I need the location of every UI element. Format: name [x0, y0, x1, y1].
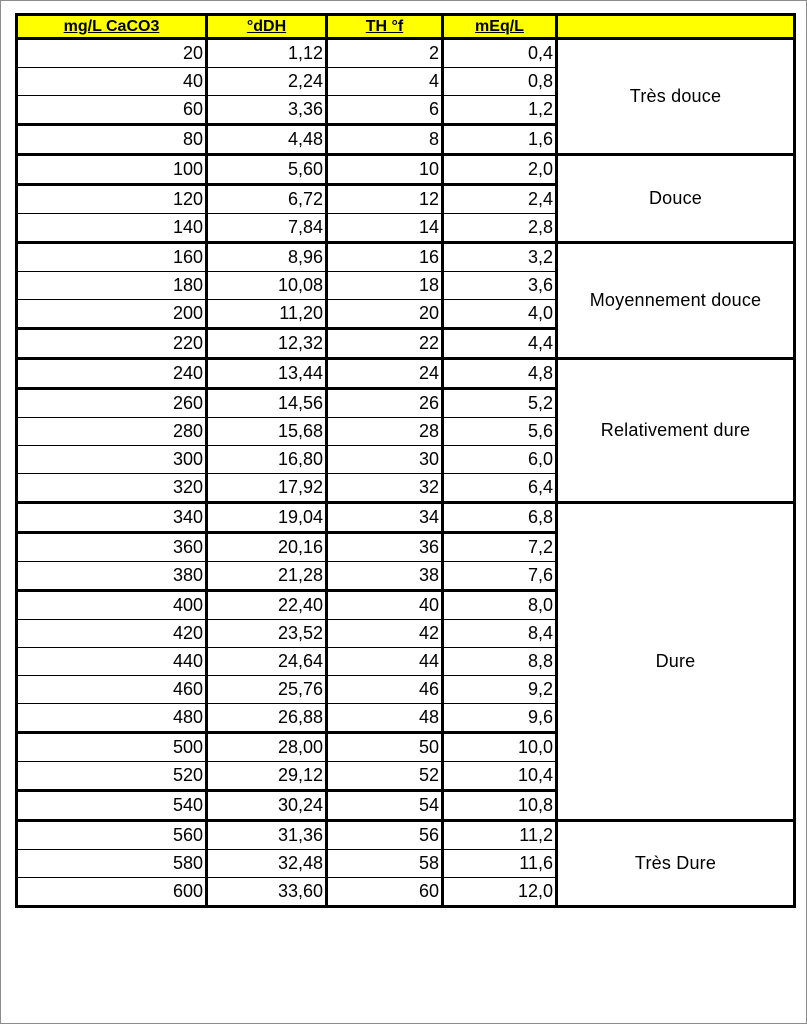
cell-th-f: 8	[327, 125, 443, 155]
cell-meq: 8,4	[443, 620, 557, 648]
cell-meq: 3,6	[443, 272, 557, 300]
cell-mg-caco3: 80	[17, 125, 207, 155]
cell-meq: 7,2	[443, 533, 557, 562]
cell-mg-caco3: 340	[17, 503, 207, 533]
cell-th-f: 14	[327, 214, 443, 243]
cell-ddh: 10,08	[207, 272, 327, 300]
cell-th-f: 56	[327, 821, 443, 850]
cell-ddh: 31,36	[207, 821, 327, 850]
cell-mg-caco3: 160	[17, 243, 207, 272]
cell-meq: 5,2	[443, 389, 557, 418]
cell-mg-caco3: 460	[17, 676, 207, 704]
cell-meq: 9,2	[443, 676, 557, 704]
cell-mg-caco3: 320	[17, 474, 207, 503]
cell-th-f: 26	[327, 389, 443, 418]
cell-th-f: 52	[327, 762, 443, 791]
cell-ddh: 2,24	[207, 68, 327, 96]
cell-mg-caco3: 240	[17, 359, 207, 389]
cell-ddh: 25,76	[207, 676, 327, 704]
cell-meq: 9,6	[443, 704, 557, 733]
cell-mg-caco3: 220	[17, 329, 207, 359]
hardness-category-label: Moyennement douce	[557, 243, 795, 359]
cell-mg-caco3: 100	[17, 155, 207, 185]
cell-meq: 2,8	[443, 214, 557, 243]
cell-mg-caco3: 600	[17, 878, 207, 907]
cell-mg-caco3: 200	[17, 300, 207, 329]
cell-meq: 2,4	[443, 185, 557, 214]
cell-meq: 4,0	[443, 300, 557, 329]
cell-ddh: 11,20	[207, 300, 327, 329]
header-category	[557, 15, 795, 39]
cell-th-f: 32	[327, 474, 443, 503]
cell-mg-caco3: 140	[17, 214, 207, 243]
cell-ddh: 19,04	[207, 503, 327, 533]
cell-meq: 1,2	[443, 96, 557, 125]
cell-ddh: 30,24	[207, 791, 327, 821]
cell-th-f: 28	[327, 418, 443, 446]
cell-th-f: 58	[327, 850, 443, 878]
cell-th-f: 42	[327, 620, 443, 648]
cell-ddh: 4,48	[207, 125, 327, 155]
table-row	[17, 155, 795, 185]
cell-mg-caco3: 520	[17, 762, 207, 791]
cell-mg-caco3: 260	[17, 389, 207, 418]
cell-ddh: 17,92	[207, 474, 327, 503]
cell-meq: 8,8	[443, 648, 557, 676]
cell-ddh: 20,16	[207, 533, 327, 562]
cell-mg-caco3: 480	[17, 704, 207, 733]
cell-meq: 6,4	[443, 474, 557, 503]
header-meq: mEq/L	[443, 15, 557, 39]
cell-meq: 7,6	[443, 562, 557, 591]
cell-mg-caco3: 300	[17, 446, 207, 474]
cell-meq: 4,8	[443, 359, 557, 389]
cell-ddh: 12,32	[207, 329, 327, 359]
cell-mg-caco3: 400	[17, 591, 207, 620]
cell-meq: 8,0	[443, 591, 557, 620]
cell-th-f: 18	[327, 272, 443, 300]
cell-th-f: 34	[327, 503, 443, 533]
cell-ddh: 13,44	[207, 359, 327, 389]
cell-mg-caco3: 560	[17, 821, 207, 850]
cell-ddh: 26,88	[207, 704, 327, 733]
hardness-category-label: Relativement dure	[557, 359, 795, 503]
hardness-category-label: Très Dure	[557, 821, 795, 907]
cell-th-f: 44	[327, 648, 443, 676]
table-row	[17, 359, 795, 389]
cell-ddh: 29,12	[207, 762, 327, 791]
cell-mg-caco3: 60	[17, 96, 207, 125]
cell-meq: 10,0	[443, 733, 557, 762]
cell-mg-caco3: 580	[17, 850, 207, 878]
cell-mg-caco3: 20	[17, 39, 207, 68]
cell-th-f: 12	[327, 185, 443, 214]
header-th-f: TH °f	[327, 15, 443, 39]
cell-meq: 2,0	[443, 155, 557, 185]
header-row	[17, 15, 795, 39]
cell-ddh: 21,28	[207, 562, 327, 591]
cell-th-f: 50	[327, 733, 443, 762]
cell-mg-caco3: 40	[17, 68, 207, 96]
cell-th-f: 60	[327, 878, 443, 907]
cell-th-f: 48	[327, 704, 443, 733]
cell-th-f: 10	[327, 155, 443, 185]
cell-ddh: 6,72	[207, 185, 327, 214]
cell-mg-caco3: 420	[17, 620, 207, 648]
cell-mg-caco3: 280	[17, 418, 207, 446]
cell-meq: 5,6	[443, 418, 557, 446]
cell-th-f: 36	[327, 533, 443, 562]
cell-th-f: 22	[327, 329, 443, 359]
cell-th-f: 46	[327, 676, 443, 704]
cell-mg-caco3: 180	[17, 272, 207, 300]
cell-th-f: 16	[327, 243, 443, 272]
table-body	[17, 39, 795, 907]
cell-th-f: 20	[327, 300, 443, 329]
table-row	[17, 503, 795, 533]
cell-meq: 0,8	[443, 68, 557, 96]
cell-meq: 10,4	[443, 762, 557, 791]
cell-meq: 6,0	[443, 446, 557, 474]
hardness-category-label: Très douce	[557, 39, 795, 155]
cell-mg-caco3: 540	[17, 791, 207, 821]
cell-mg-caco3: 120	[17, 185, 207, 214]
cell-th-f: 30	[327, 446, 443, 474]
cell-meq: 11,6	[443, 850, 557, 878]
cell-meq: 11,2	[443, 821, 557, 850]
cell-th-f: 24	[327, 359, 443, 389]
hardness-category-label: Douce	[557, 155, 795, 243]
cell-ddh: 22,40	[207, 591, 327, 620]
cell-ddh: 15,68	[207, 418, 327, 446]
header-ddh: °dDH	[207, 15, 327, 39]
cell-meq: 1,6	[443, 125, 557, 155]
cell-th-f: 4	[327, 68, 443, 96]
cell-mg-caco3: 380	[17, 562, 207, 591]
cell-mg-caco3: 440	[17, 648, 207, 676]
cell-th-f: 2	[327, 39, 443, 68]
cell-ddh: 16,80	[207, 446, 327, 474]
cell-ddh: 1,12	[207, 39, 327, 68]
header-mg-caco3: mg/L CaCO3	[17, 15, 207, 39]
cell-meq: 4,4	[443, 329, 557, 359]
cell-meq: 10,8	[443, 791, 557, 821]
table-row	[17, 39, 795, 68]
hardness-category-label: Dure	[557, 503, 795, 821]
cell-meq: 12,0	[443, 878, 557, 907]
cell-ddh: 32,48	[207, 850, 327, 878]
cell-meq: 6,8	[443, 503, 557, 533]
cell-ddh: 8,96	[207, 243, 327, 272]
cell-meq: 0,4	[443, 39, 557, 68]
cell-ddh: 7,84	[207, 214, 327, 243]
cell-th-f: 6	[327, 96, 443, 125]
cell-mg-caco3: 360	[17, 533, 207, 562]
water-hardness-table	[15, 13, 796, 908]
cell-th-f: 40	[327, 591, 443, 620]
cell-meq: 3,2	[443, 243, 557, 272]
cell-ddh: 23,52	[207, 620, 327, 648]
cell-ddh: 5,60	[207, 155, 327, 185]
cell-ddh: 33,60	[207, 878, 327, 907]
cell-ddh: 24,64	[207, 648, 327, 676]
cell-mg-caco3: 500	[17, 733, 207, 762]
cell-ddh: 3,36	[207, 96, 327, 125]
cell-th-f: 54	[327, 791, 443, 821]
cell-ddh: 28,00	[207, 733, 327, 762]
table-row	[17, 243, 795, 272]
cell-th-f: 38	[327, 562, 443, 591]
table-row	[17, 821, 795, 850]
cell-ddh: 14,56	[207, 389, 327, 418]
